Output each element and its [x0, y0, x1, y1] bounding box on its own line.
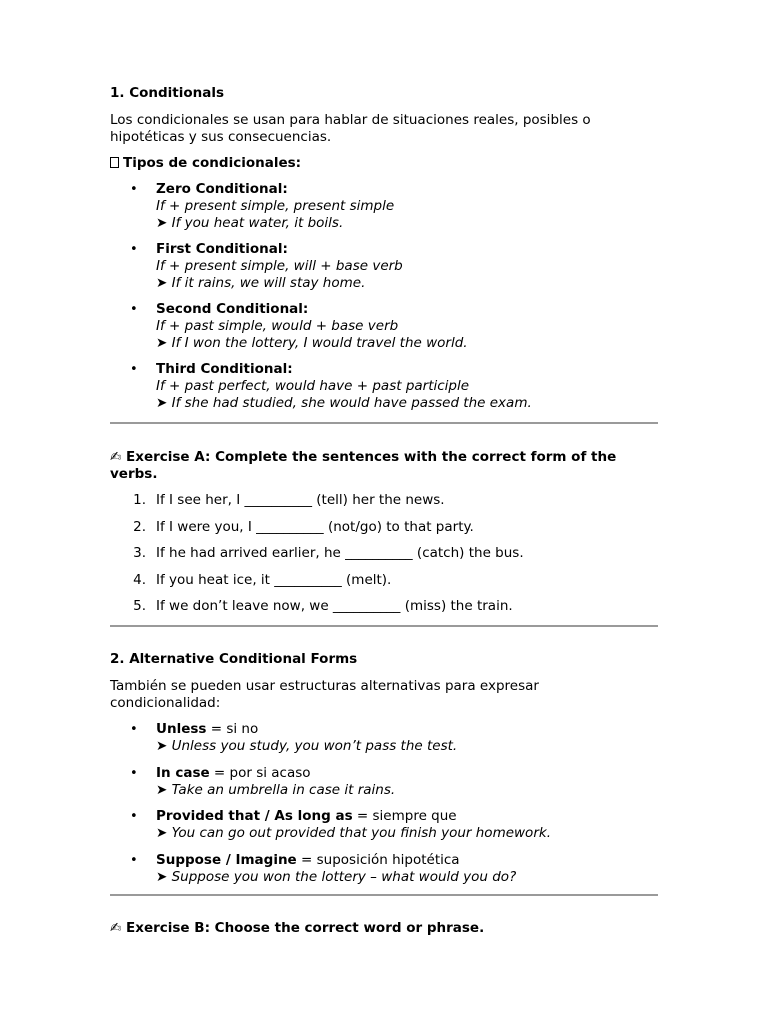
- list-item: [110, 181, 658, 232]
- item-text: If you heat ice, it __________ (melt).: [156, 571, 392, 588]
- types-heading-label: Tipos de condicionales:: [123, 155, 302, 171]
- item-number: 2.: [133, 518, 146, 535]
- form-definition: [156, 808, 658, 825]
- bullet-icon: •: [130, 722, 138, 737]
- conditional-types-list: [110, 181, 658, 421]
- exercise-item: [110, 519, 658, 536]
- item-number: 3.: [133, 545, 146, 562]
- exercise-item: [110, 545, 658, 562]
- exercise-a-title: ✍ Exercise A: Complete the sentences with the correct form of the verbs.: [110, 449, 617, 482]
- form-example: ➤ Suppose you won the lottery – what would you do?: [156, 868, 517, 885]
- item-number: 4.: [133, 571, 146, 588]
- item-text: If we don’t leave now, we __________ (miss) the train.: [156, 598, 513, 615]
- conditional-structure: If + present simple, will + base verb: [156, 258, 403, 274]
- list-item: [110, 721, 658, 755]
- list-item: [110, 301, 658, 352]
- bullet-icon: •: [130, 302, 138, 317]
- form-meaning: = si no: [206, 721, 259, 737]
- form-term: In case: [156, 764, 210, 781]
- form-term: Suppose / Imagine: [156, 851, 297, 868]
- form-definition: [156, 721, 658, 738]
- list-item: [110, 852, 658, 886]
- section-1-title: 1. Conditionals: [110, 85, 225, 101]
- exercise-item: [110, 598, 658, 615]
- section-2-title: 2. Alternative Conditional Forms: [110, 651, 358, 667]
- types-heading: [110, 155, 301, 172]
- item-text: If I see her, I __________ (tell) her the news.: [156, 492, 445, 508]
- form-meaning: = suposición hipotética: [296, 851, 460, 868]
- bullet-icon: •: [130, 182, 138, 197]
- conditional-example: ➤ If it rains, we will stay home.: [156, 275, 366, 291]
- conditional-example: ➤ If she had studied, she would have passed the exam.: [156, 395, 532, 411]
- exercise-item: [110, 492, 658, 509]
- exercise-b-title: ✍ Exercise B: Choose the correct word or phrase.: [110, 920, 485, 936]
- bullet-icon: •: [130, 809, 138, 824]
- form-meaning: = por si acaso: [209, 764, 311, 781]
- section-1-intro: Los condicionales se usan para hablar de situaciones reales, posibles o hipotéticas y sus consecuencias.: [110, 112, 591, 145]
- list-item: [110, 241, 658, 292]
- horizontal-divider: [110, 625, 658, 627]
- conditional-structure: If + past perfect, would have + past participle: [156, 378, 470, 394]
- list-item: [110, 765, 658, 799]
- item-text: If I were you, I __________ (not/go) to that party.: [156, 518, 474, 535]
- exercise-item: [110, 572, 658, 589]
- conditional-name: First Conditional:: [156, 241, 288, 257]
- conditional-structure: If + past simple, would + base verb: [156, 318, 399, 334]
- missing-glyph-icon: [110, 157, 119, 168]
- bullet-icon: •: [130, 765, 138, 781]
- conditional-example: ➤ If you heat water, it boils.: [156, 215, 344, 231]
- item-number: 5.: [133, 598, 146, 615]
- alternative-forms-list: [110, 721, 658, 895]
- list-item: [110, 361, 658, 412]
- exercise-a-list: [110, 492, 658, 625]
- conditional-name: Zero Conditional:: [156, 181, 288, 197]
- item-text: If he had arrived earlier, he __________ (catch) the bus.: [156, 545, 524, 562]
- horizontal-divider: [110, 422, 658, 424]
- list-item: [110, 808, 658, 842]
- form-example: ➤ Take an umbrella in case it rains.: [156, 781, 396, 798]
- item-number: 1.: [133, 492, 146, 508]
- bullet-icon: •: [130, 362, 138, 377]
- conditional-name: Second Conditional:: [156, 301, 309, 317]
- form-term: Provided that / As long as: [156, 808, 353, 824]
- form-definition: [156, 765, 658, 782]
- bullet-icon: •: [130, 852, 138, 868]
- form-meaning: = siempre que: [352, 808, 457, 824]
- horizontal-divider: [110, 894, 658, 896]
- form-example: ➤ Unless you study, you won’t pass the test.: [156, 738, 458, 754]
- form-example: ➤ You can go out provided that you finish your homework.: [156, 825, 551, 841]
- section-2-intro: También se pueden usar estructuras alternativas para expresar condicionalidad:: [110, 678, 539, 711]
- conditional-example: ➤ If I won the lottery, I would travel the world.: [156, 335, 468, 351]
- conditional-name: Third Conditional:: [156, 361, 293, 377]
- form-definition: [156, 852, 658, 869]
- conditional-structure: If + present simple, present simple: [156, 198, 395, 214]
- form-term: Unless: [156, 721, 207, 737]
- bullet-icon: •: [130, 242, 138, 257]
